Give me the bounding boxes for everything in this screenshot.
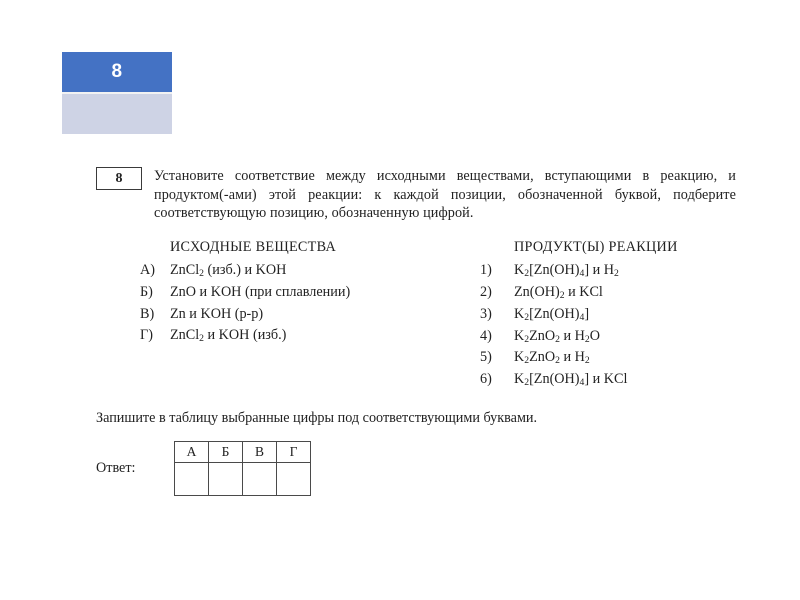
reaction-product-item [480, 282, 736, 304]
source-substances-column [140, 239, 480, 391]
answer-input-cell[interactable] [209, 463, 243, 496]
reaction-product-item-key: 4) [480, 327, 492, 344]
reaction-product-item [480, 369, 736, 391]
source-substance-item-key: В) [140, 305, 155, 322]
source-substance-item-formula: Zn и KOH (р-р) [170, 305, 264, 322]
question-prompt-row [96, 167, 736, 223]
source-substance-item-formula: ZnCl$_2$ и KOH (изб.) [170, 327, 287, 345]
answer-header-cell: Г [277, 442, 311, 463]
answer-header-cell: В [243, 442, 277, 463]
reaction-product-item [480, 326, 736, 348]
question-prompt-text: Установите соответствие между исходными веществами, вступающими в реакцию, и продуктом(-ами) этой реакции: к каждой позиции, обозначенной буквой, подберите соответствующую позицию, обозначенную цифрой. [154, 168, 736, 222]
reaction-product-item-formula: $K_2ZnO_2$ и $H_2$ [514, 349, 590, 367]
source-substance-item [140, 260, 480, 282]
answer-instruction-text: Запишите в таблицу выбранные цифры под соответствующими буквами. [96, 409, 538, 426]
reaction-product-item-key: 1) [480, 262, 492, 279]
reaction-product-item [480, 304, 736, 326]
answer-table-header-row [175, 442, 311, 463]
source-substances-heading: ИСХОДНЫЕ ВЕЩЕСТВА [170, 239, 337, 256]
source-substance-item [140, 304, 480, 326]
reaction-product-item-key: 6) [480, 371, 492, 388]
source-substance-item [140, 282, 480, 304]
answer-input-cell[interactable] [175, 463, 209, 496]
answer-table [174, 441, 311, 496]
source-substance-item-key: Г) [140, 327, 153, 344]
reaction-products-column [480, 239, 736, 391]
slide-header [62, 52, 172, 134]
reaction-product-item-formula: $K_2[Zn(OH)_4]$ и KCl [514, 371, 628, 389]
reaction-product-item [480, 260, 736, 282]
reaction-products-list [480, 260, 736, 391]
answer-row [96, 441, 736, 496]
reaction-product-item [480, 347, 736, 369]
answer-input-cell[interactable] [243, 463, 277, 496]
reaction-product-item-formula: $K_2[Zn(OH)_4]$ [514, 305, 590, 323]
exam-question-sheet [96, 167, 736, 496]
source-substances-list [140, 260, 480, 347]
slide-number-text: 8 [111, 61, 123, 82]
answer-header-cell: Б [209, 442, 243, 463]
answer-header-cell: А [175, 442, 209, 463]
source-substance-item [140, 325, 480, 347]
reaction-product-item-formula: $K_2[Zn(OH)_4]$ и $H_2$ [514, 262, 619, 280]
reaction-products-heading: ПРОДУКТ(Ы) РЕАКЦИИ [514, 239, 678, 256]
reaction-product-item-formula: $K_2ZnO_2$ и $H_2O$ [514, 327, 600, 345]
answer-input-cell[interactable] [277, 463, 311, 496]
reaction-product-item-formula: $Zn(OH)_2$ и KCl [514, 283, 603, 302]
answer-table-input-row [175, 463, 311, 496]
slide-number-badge [62, 52, 172, 94]
reaction-product-item-key: 5) [480, 349, 492, 366]
answer-label: Ответ: [96, 460, 136, 477]
slide-subtitle-band [62, 94, 172, 134]
task-number-text: 8 [115, 170, 123, 186]
source-substance-item-key: А) [140, 262, 155, 279]
reaction-product-item-key: 2) [480, 283, 492, 300]
matching-columns [96, 239, 736, 391]
source-substance-item-formula: ZnO и KOH (при сплавлении) [170, 283, 351, 300]
source-substance-item-formula: ZnCl$_2$ (изб.) и KOH [170, 262, 287, 280]
source-substance-item-key: Б) [140, 283, 153, 300]
task-number-box [96, 167, 142, 190]
reaction-product-item-key: 3) [480, 305, 492, 322]
